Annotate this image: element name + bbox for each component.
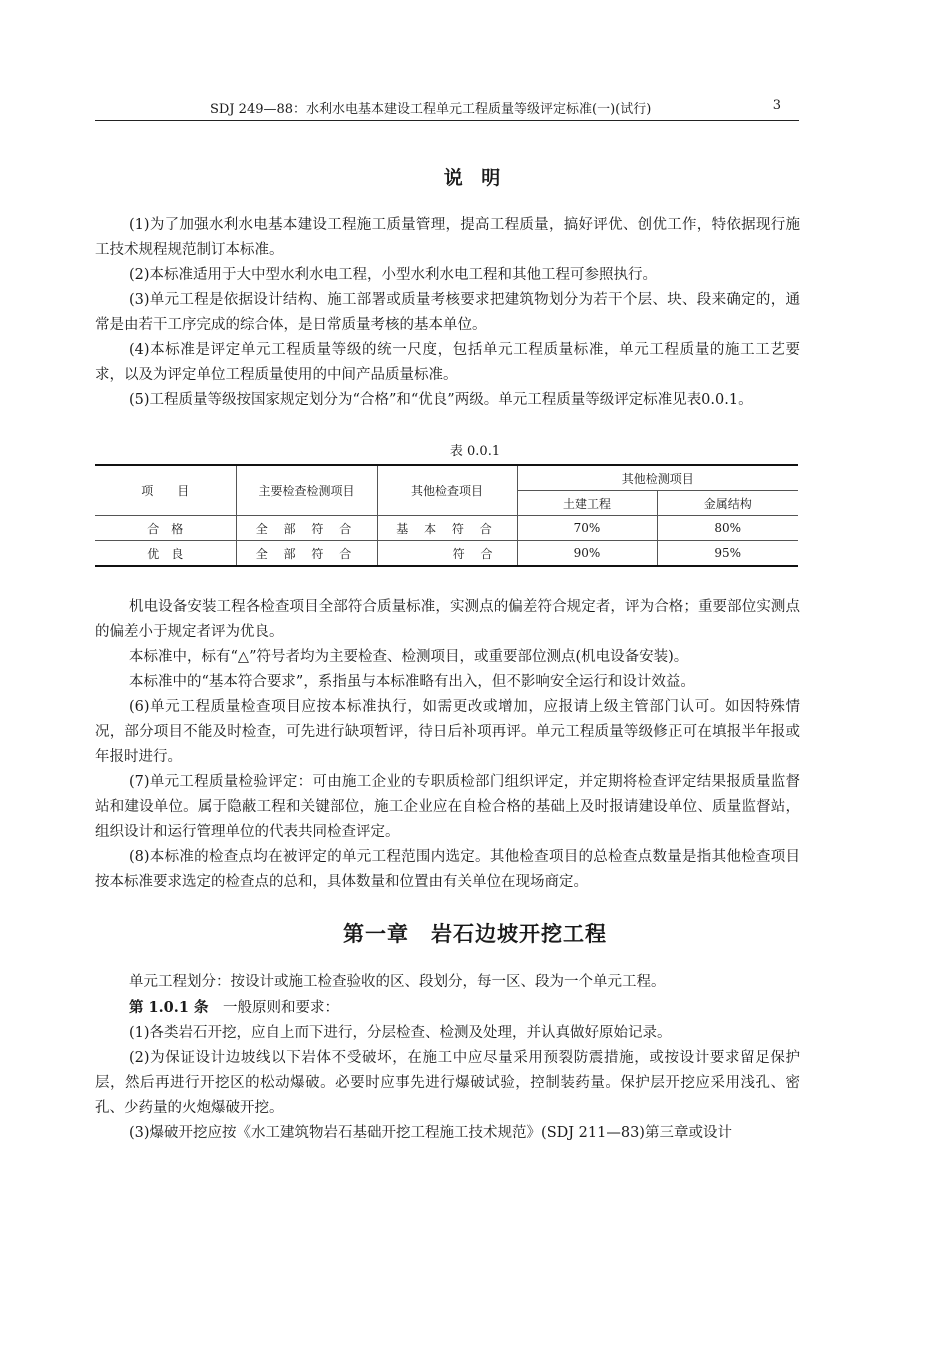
header-civil: 土建工程 xyxy=(517,491,657,516)
header-metal: 金属结构 xyxy=(657,491,798,516)
paragraph: (2)为保证设计边坡线以下岩体不受破坏，在施工中应尽量采用预裂防震措施，或按设计要求留足保护层，然后再进行开挖区的松动爆破。必要时应事先进行爆破试验，控制装药量。保护层开挖应采用浅孔、密孔、少药量的火炮爆破开挖。 xyxy=(95,1050,800,1116)
quality-grade-table xyxy=(95,464,798,567)
page-header xyxy=(95,96,799,121)
table-row xyxy=(95,516,798,541)
cell-other: 符 合 xyxy=(377,541,517,567)
cell-metal: 80% xyxy=(657,516,798,541)
cell-other: 基 本 符 合 xyxy=(377,516,517,541)
header-other-check: 其他检查项目 xyxy=(377,465,517,516)
header-main-check: 主要检查检测项目 xyxy=(236,465,377,516)
cell-metal: 95% xyxy=(657,541,798,567)
intro-section xyxy=(95,213,800,413)
paragraph: (1)各类岩石开挖，应自上而下进行，分层检查、检测及处理，并认真做好原始记录。 xyxy=(129,1025,672,1041)
cell-main: 全 部 符 合 xyxy=(236,516,377,541)
header-other-test: 其他检测项目 xyxy=(517,465,798,491)
paragraph: (6)单元工程质量检查项目应按本标准执行，如需更改或增加，应报请上级主管部门认可。如因特殊情况，部分项目不能及时检查，可先进行缺项暂评，待日后补项再评。单元工程质量等级修正可在填报半年报或年报时进行。 xyxy=(95,699,800,765)
table-row xyxy=(95,541,798,567)
cell-item: 优 良 xyxy=(95,541,236,567)
header-title: SDJ 249—88：水利水电基本建设工程单元工程质量等级评定标准(一)(试行) xyxy=(210,102,652,117)
table-caption: 表 0.0.1 xyxy=(449,444,501,459)
paragraph: (2)本标准适用于大中型水利水电工程，小型水利水电工程和其他工程可参照执行。 xyxy=(129,267,658,283)
paragraph: 本标准中，标有“△”符号者均为主要检查、检测项目，或重要部位测点(机电设备安装)。 xyxy=(129,649,689,665)
cell-civil: 90% xyxy=(517,541,657,567)
paragraph: (3)爆破开挖应按《水工建筑物岩石基础开挖工程施工技术规范》(SDJ 211—83)第三章或设计 xyxy=(129,1125,732,1141)
article-line xyxy=(95,995,800,1021)
cell-item: 合 格 xyxy=(95,516,236,541)
cell-main: 全 部 符 合 xyxy=(236,541,377,567)
paragraph: 单元工程划分：按设计或施工检查验收的区、段划分，每一区、段为一个单元工程。 xyxy=(129,974,666,990)
chapter-title: 第一章 岩石边坡开挖工程 xyxy=(343,922,607,946)
paragraph: 机电设备安装工程各检查项目全部符合质量标准，实测点的偏差符合规定者，评为合格；重要部位实测点的偏差小于规定者评为优良。 xyxy=(95,599,800,640)
article-label: 第 1.0.1 条 xyxy=(129,999,209,1016)
section-title: 说 明 xyxy=(443,167,507,189)
paragraph: (3)单元工程是依据设计结构、施工部署或质量考核要求把建筑物划分为若干个层、块、段来确定的，通常是由若干工序完成的综合体，是日常质量考核的基本单位。 xyxy=(95,292,800,333)
article-text: 一般原则和要求： xyxy=(208,1000,339,1016)
paragraph: (1)为了加强水利水电基本建设工程施工质量管理，提高工程质量，搞好评优、创优工作，特依据现行施工技术规程规范制订本标准。 xyxy=(95,217,800,258)
paragraph: (5)工程质量等级按国家规定划分为“合格”和“优良”两级。单元工程质量等级评定标准见表0.0.1。 xyxy=(129,392,753,408)
post-table-section xyxy=(95,595,800,895)
paragraph: (4)本标准是评定单元工程质量等级的统一尺度，包括单元工程质量标准，单元工程质量的施工工艺要求，以及为评定单位工程质量使用的中间产品质量标准。 xyxy=(95,342,800,383)
header-item: 项 目 xyxy=(95,465,236,516)
cell-civil: 70% xyxy=(517,516,657,541)
page-number: 3 xyxy=(772,98,781,113)
paragraph: (8)本标准的检查点均在被评定的单元工程范围内选定。其他检查项目的总检查点数量是指其他检查项目按本标准要求选定的检查点的总和，具体数量和位置由有关单位在现场商定。 xyxy=(95,849,800,890)
chapter-section xyxy=(95,970,800,1146)
paragraph: (7)单元工程质量检验评定：可由施工企业的专职质检部门组织评定，并定期将检查评定结果报质量监督站和建设单位。属于隐蔽工程和关键部位，施工企业应在自检合格的基础上及时报请建设单位、质量监督站，组织设计和运行管理单位的代表共同检查评定。 xyxy=(95,774,800,840)
paragraph: 本标准中的“基本符合要求”，系指虽与本标准略有出入，但不影响安全运行和设计效益。 xyxy=(129,674,695,690)
